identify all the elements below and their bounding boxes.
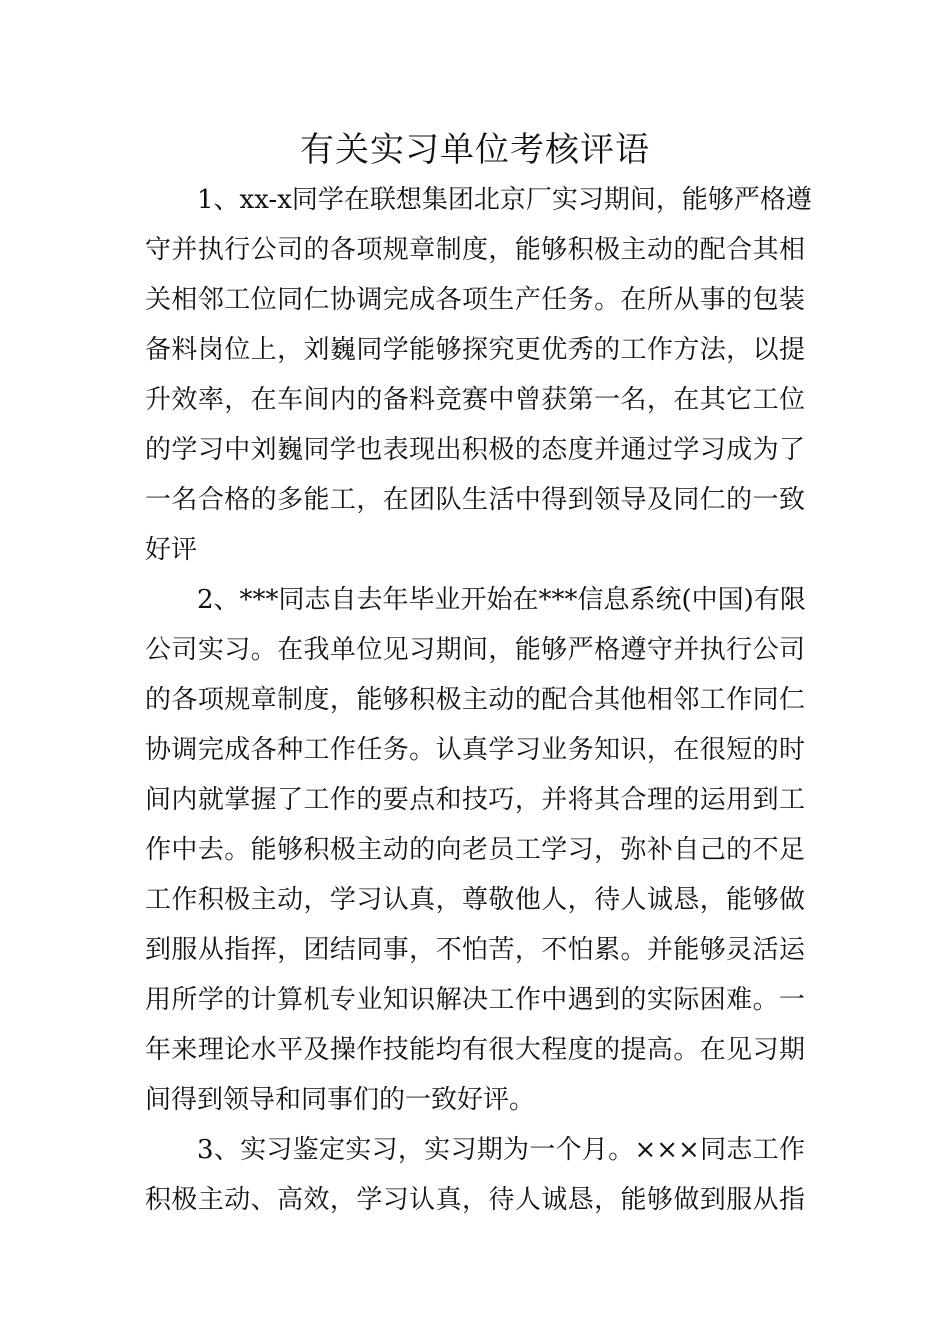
text-line: 积极主动、高效，学习认真，待人诚恳，能够做到服从指: [145, 1185, 805, 1215]
paragraph-1: [145, 175, 812, 575]
paragraph-2: [145, 575, 805, 1125]
document-body: [145, 175, 812, 1225]
text-line: 3、实习鉴定实习，实习期为一个月。×××同志工作: [197, 1135, 805, 1165]
text-line: 一名合格的多能工，在团队生活中得到领导及同仁的一致: [145, 485, 805, 515]
text-line: 间得到领导和同事们的一致好评。: [145, 1085, 536, 1115]
text-line: 公司实习。在我单位见习期间，能够严格遵守并执行公司: [145, 635, 805, 665]
text-line: 工作积极主动，学习认真，尊敬他人，待人诚恳，能够做: [145, 885, 805, 915]
text-line: 1、xx-x同学在联想集团北京厂实习期间，能够严格遵: [197, 185, 812, 215]
text-line: 升效率，在车间内的备料竞赛中曾获第一名，在其它工位: [145, 385, 805, 415]
text-line: 的各项规章制度，能够积极主动的配合其他相邻工作同仁: [145, 685, 805, 715]
text-line: 用所学的计算机专业知识解决工作中遇到的实际困难。一: [145, 985, 805, 1015]
text-line: 到服从指挥，团结同事，不怕苦，不怕累。并能够灵活运: [145, 935, 805, 965]
text-line: 作中去。能够积极主动的向老员工学习，弥补自己的不足: [145, 835, 805, 865]
text-line: 备料岗位上，刘巍同学能够探究更优秀的工作方法，以提: [145, 335, 805, 365]
text-line: 年来理论水平及操作技能均有很大程度的提高。在见习期: [145, 1035, 805, 1065]
text-line: 守并执行公司的各项规章制度，能够积极主动的配合其相: [145, 235, 805, 265]
text-line: 2、***同志自去年毕业开始在***信息系统(中国)有限: [197, 585, 806, 615]
text-line: 关相邻工位同仁协调完成各项生产任务。在所从事的包装: [145, 285, 805, 315]
document-title: 有关实习单位考核评语: [300, 130, 650, 170]
paragraph-3: [145, 1125, 805, 1225]
text-line: 的学习中刘巍同学也表现出积极的态度并通过学习成为了: [145, 435, 805, 465]
text-line: 好评: [145, 535, 198, 565]
text-line: 协调完成各种工作任务。认真学习业务知识，在很短的时: [145, 735, 805, 765]
text-line: 间内就掌握了工作的要点和技巧，并将其合理的运用到工: [145, 785, 805, 815]
